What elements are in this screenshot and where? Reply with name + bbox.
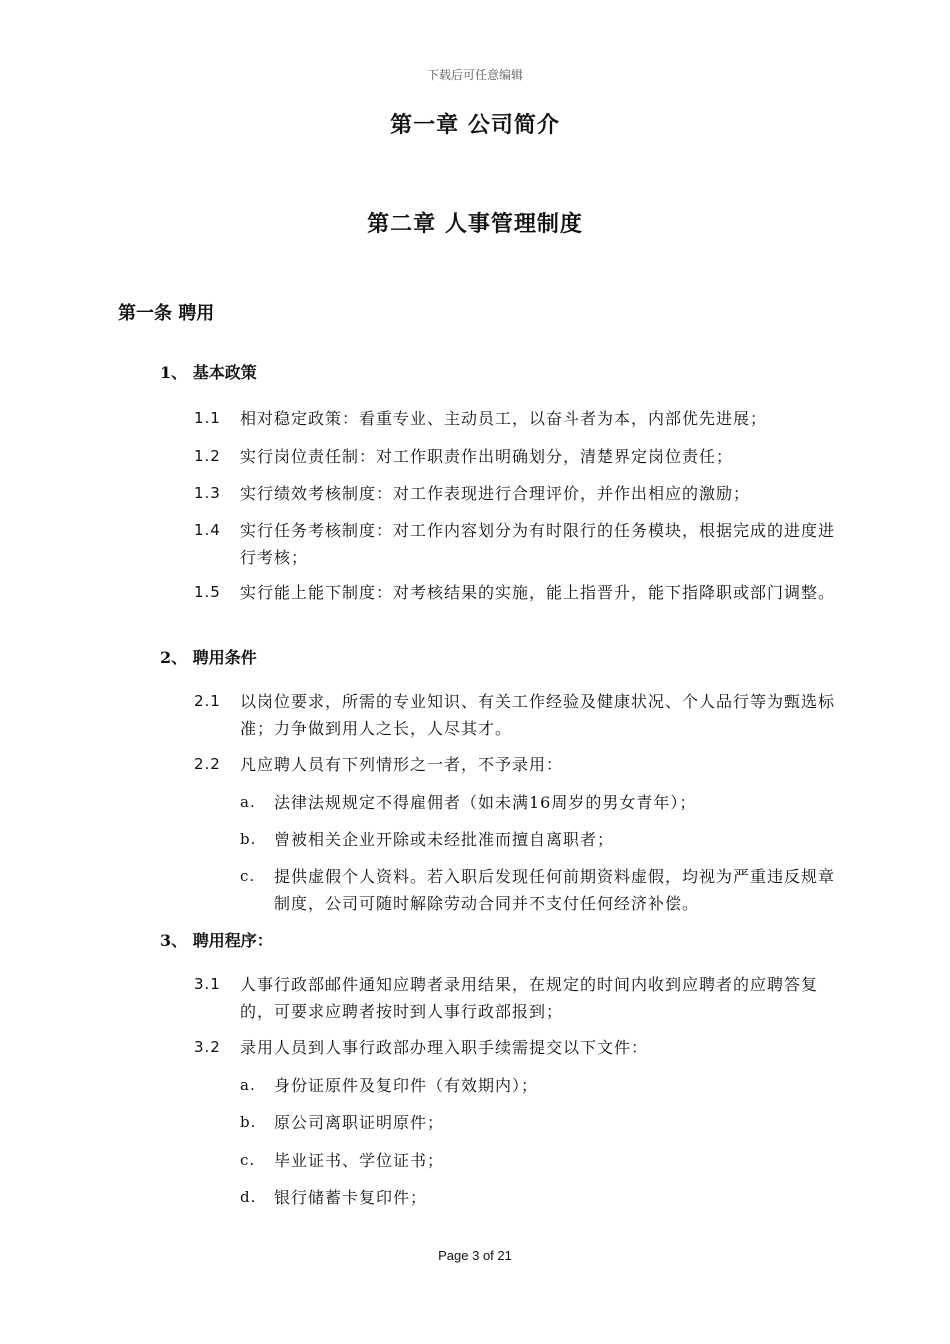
item-number: 3.2 bbox=[194, 1038, 221, 1056]
policy-item bbox=[194, 405, 839, 432]
item-number: 1.5 bbox=[194, 583, 221, 601]
item-text: 凡应聘人员有下列情形之一者，不予录用： bbox=[240, 755, 564, 774]
item-number: 1.2 bbox=[194, 447, 221, 465]
policy-item bbox=[194, 480, 839, 507]
subitem-text: 提供虚假个人资料。若入职后发现任何前期资料虚假，均视为严重违反规章制度，公司可随时解除劳动合同并不支付任何经济补偿。 bbox=[274, 867, 836, 913]
subitem-label: a. bbox=[240, 1076, 256, 1094]
condition-item bbox=[194, 688, 839, 742]
subitem-text: 毕业证书、学位证书； bbox=[274, 1151, 445, 1170]
subitem-label: d. bbox=[240, 1188, 257, 1206]
document-subitem bbox=[240, 1109, 840, 1136]
item-number: 2.2 bbox=[194, 755, 221, 773]
subitem-label: c. bbox=[240, 1151, 256, 1169]
document-subitem bbox=[240, 1147, 840, 1174]
page-footer: Page 3 of 21 bbox=[438, 1248, 512, 1263]
subitem-text: 法律法规规定不得雇佣者（如未满16周岁的男女青年）； bbox=[274, 793, 697, 812]
subitem-label: a. bbox=[240, 793, 256, 811]
subitem-text: 身份证原件及复印件（有效期内）； bbox=[274, 1076, 539, 1095]
section-title: 1、 基本政策 bbox=[160, 363, 257, 382]
item-number: 3.1 bbox=[194, 975, 221, 993]
item-text: 以岗位要求，所需的专业知识、有关工作经验及健康状况、个人品行等为甄选标准；力争做到用人之长，人尽其才。 bbox=[240, 692, 836, 738]
section-title: 2、 聘用条件 bbox=[160, 648, 257, 667]
item-text: 录用人员到人事行政部办理入职手续需提交以下文件： bbox=[240, 1038, 649, 1057]
article-1-title: 第一条 聘用 bbox=[118, 303, 215, 324]
item-text: 实行绩效考核制度：对工作表现进行合理评价，并作出相应的激励； bbox=[240, 484, 751, 503]
policy-item bbox=[194, 443, 839, 470]
subitem-label: b. bbox=[240, 1113, 257, 1131]
condition-subitem bbox=[240, 826, 840, 853]
policy-item bbox=[194, 517, 839, 571]
item-number: 1.1 bbox=[194, 409, 221, 427]
subitem-text: 银行储蓄卡复印件； bbox=[274, 1188, 428, 1207]
condition-subitem bbox=[240, 789, 840, 816]
item-number: 2.1 bbox=[194, 692, 221, 710]
condition-subitem bbox=[240, 863, 840, 917]
item-text: 相对稳定政策：看重专业、主动员工，以奋斗者为本，内部优先进展； bbox=[240, 409, 768, 428]
section-title: 3、 聘用程序： bbox=[160, 931, 273, 950]
procedure-item bbox=[194, 1034, 839, 1061]
item-text: 实行能上能下制度：对考核结果的实施，能上指晋升，能下指降职或部门调整。 bbox=[240, 583, 836, 602]
condition-item bbox=[194, 751, 839, 778]
item-text: 实行任务考核制度：对工作内容划分为有时限行的任务模块，根据完成的进度进行考核； bbox=[240, 521, 836, 567]
policy-item bbox=[194, 579, 839, 606]
procedure-item bbox=[194, 971, 839, 1025]
item-number: 1.4 bbox=[194, 521, 221, 539]
item-number: 1.3 bbox=[194, 484, 221, 502]
chapter-2-title: 第二章 人事管理制度 bbox=[367, 211, 583, 237]
item-text: 人事行政部邮件通知应聘者录用结果，在规定的时间内收到应聘者的应聘答复的，可要求应聘者按时到人事行政部报到； bbox=[240, 975, 819, 1021]
subitem-label: c. bbox=[240, 867, 256, 885]
item-text: 实行岗位责任制：对工作职责作出明确划分，清楚界定岗位责任； bbox=[240, 447, 734, 466]
document-subitem bbox=[240, 1184, 840, 1211]
document-subitem bbox=[240, 1072, 840, 1099]
subitem-text: 曾被相关企业开除或未经批准而擅自离职者； bbox=[274, 830, 615, 849]
subitem-text: 原公司离职证明原件； bbox=[274, 1113, 445, 1132]
subitem-label: b. bbox=[240, 830, 257, 848]
chapter-1-title: 第一章 公司简介 bbox=[390, 112, 560, 138]
header-note: 下载后可任意编辑 bbox=[426, 68, 523, 82]
